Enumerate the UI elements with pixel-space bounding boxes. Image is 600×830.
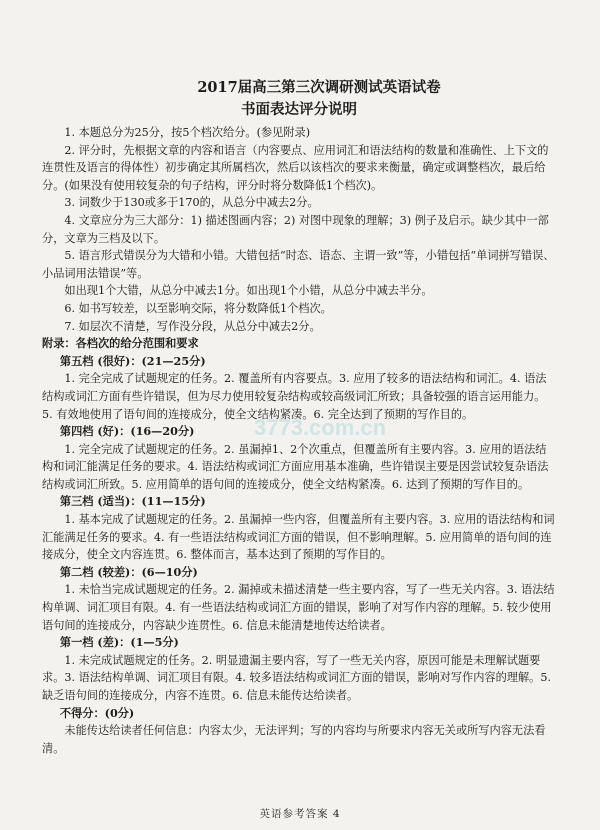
rule-5-detail: 如出现1个大错，从总分中减去1分。如出现1个小错，从总分中减去半分。 bbox=[64, 284, 433, 298]
level-2-heading: 第二档 (较差)：(6—10分) bbox=[59, 564, 198, 579]
level-2-text: 1. 未恰当完成试题规定的任务。2. 漏掉或未描述清楚一些主要内容，写了一些无关内容。3. 语法结构单调、词汇项目有限。4. 有一些语法结构或词汇方面的错误，影响了对写作内容的理解。5. 较少使用语句间的连接成分，内容缺少连贯性。6. 信息未能清楚地传达给读者。 bbox=[42, 583, 555, 632]
document-title: 2017届高三第三次调研测试英语试卷 bbox=[197, 79, 441, 96]
watermark-text: 3773.com.cn bbox=[254, 415, 387, 440]
level-0-text: 未能传达给读者任何信息：内容太少，无法评判；写的内容均与所要求内容无关或所写内容无法看清。 bbox=[42, 724, 546, 755]
level-4-heading: 第四档 (好)：(16—20分) bbox=[59, 424, 195, 439]
rule-6: 6. 如书写较差，以至影响交际，将分数降低1个档次。 bbox=[64, 301, 332, 315]
document-subtitle: 书面表达评分说明 bbox=[241, 101, 357, 118]
rule-4: 4. 文章应分为三大部分：1) 描述图画内容；2) 对图中现象的理解；3) 例子及启示。缺少其中一部分，文章为三档及以下。 bbox=[42, 213, 549, 245]
level-4-text: 1. 完全完成了试题规定的任务。2. 虽漏掉1、2个次重点，但覆盖所有主要内容。3. 应用的语法结构和词汇能满足任务的要求。4. 语法结构或词汇方面应用基本准确，些许错误主要是因尝试较复杂语法结构或词汇所致。5. 应用简单的语句间的连接成分，使全文结构紧凑。6. 达到了预期的写作目的。 bbox=[42, 442, 549, 491]
page-footer: 英语参考答案 4 bbox=[259, 808, 341, 820]
rule-5: 5. 语言形式错误分为大错和小错。大错包括“时态、语态、主谓一致”等，小错包括“单词拼写错误、小品词用法错误”等。 bbox=[42, 249, 555, 280]
level-1-text: 1. 未完成试题规定的任务。2. 明显遗漏主要内容，写了一些无关内容，原因可能是未理解试题要求。3. 语法结构单调、词汇项目有限。4. 较多语法结构或词汇方面的错误，影响对写作内容的理解。5. 缺乏语句间的连接成分，内容不连贯。6. 信息未能传达给读者。 bbox=[42, 653, 552, 702]
appendix-title: 附录：各档次的给分范围和要求 bbox=[42, 336, 199, 351]
level-5-heading: 第五档 (很好)：(21—25分) bbox=[59, 353, 206, 368]
rule-2: 2. 评分时，先根据文章的内容和语言（内容要点、应用词汇和语法结构的数量和准确性、上下文的连贯性及语言的得体性）初步确定其所属档次，然后以该档次的要求来衡量，确定或调整档次，最后给分。(如果没有使用较复杂的句子结构，评分时将分数降低1个档次)。 bbox=[42, 143, 549, 192]
level-3-heading: 第三档 (适当)：(11—15分) bbox=[59, 494, 206, 509]
rule-7: 7. 如层次不清楚，写作没分段，从总分中减去2分。 bbox=[64, 319, 321, 333]
rule-1: 1. 本题总分为25分，按5个档次给分。(参见附录) bbox=[64, 126, 311, 139]
level-0-heading: 不得分：(0分) bbox=[59, 705, 135, 720]
level-1-heading: 第一档 (差)：(1—5分) bbox=[59, 635, 179, 650]
level-5-text: 1. 完全完成了试题规定的任务。2. 覆盖所有内容要点。3. 应用了较多的语法结构和词汇。4. 语法结构或词汇方面有些许错误，但为尽力使用较复杂结构或较高级词汇所致；具备较强的语言运用能力。5. 有效地使用了语句间的连接成分，使全文结构紧凑。6. 完全达到了预期的写作目的。 bbox=[42, 372, 547, 421]
rule-3: 3. 词数少于130或多于170的，从总分中减去2分。 bbox=[64, 196, 319, 210]
level-3-text: 1. 基本完成了试题规定的任务。2. 虽漏掉一些内容，但覆盖所有主要内容。3. 应用的语法结构和词汇能满足任务的要求。4. 有一些语法结构或词汇方面的错误，但不影响理解。5. 应用简单的语句间的连接成分，使全文内容连贯。6. 整体而言，基本达到了预期的写作目的。 bbox=[42, 513, 555, 562]
